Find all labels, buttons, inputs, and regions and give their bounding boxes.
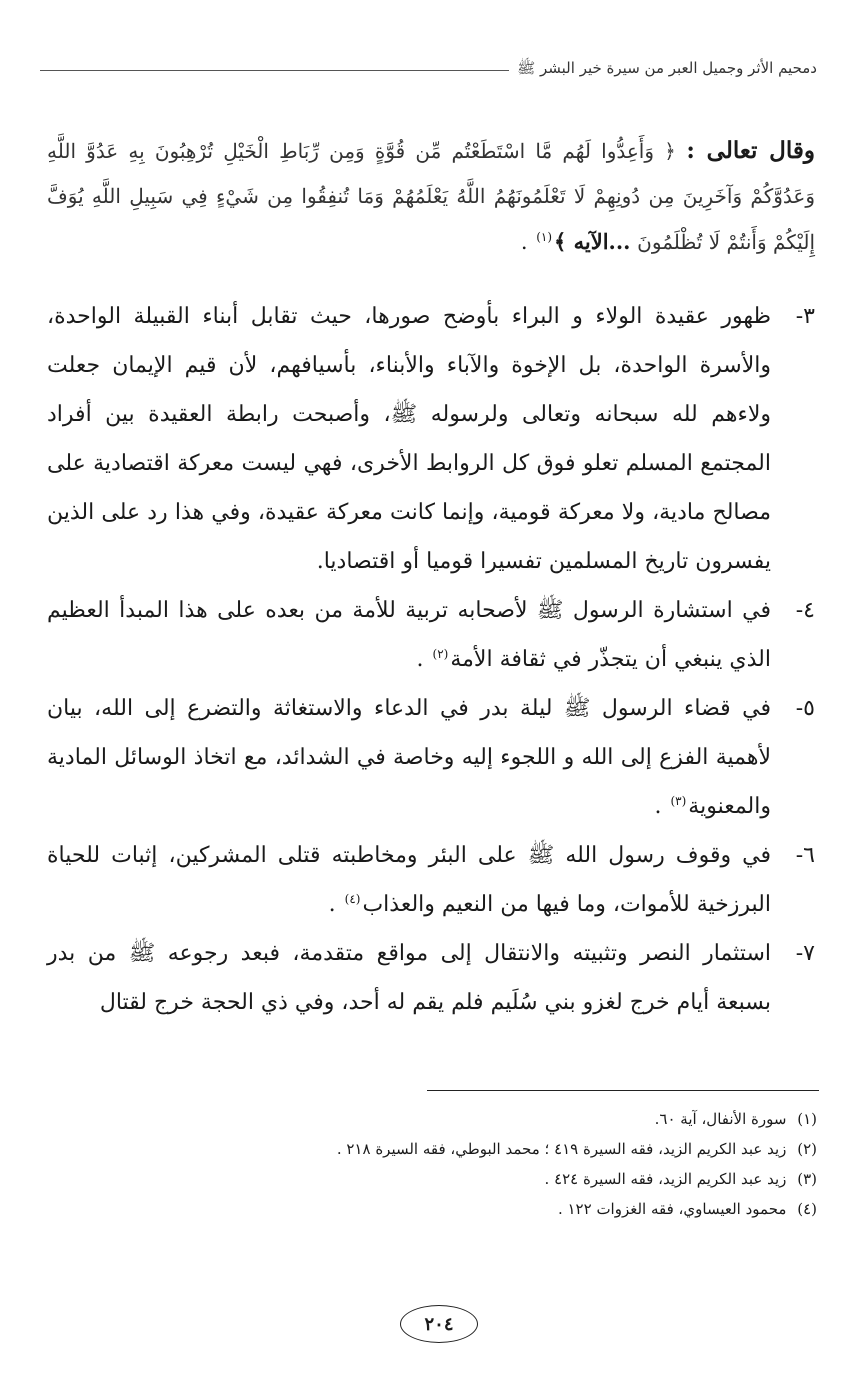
point-text: في استشارة الرسول ﷺ لأصحابه تربية للأمة من بعده على هذا المبدأ العظيم الذي ينبغي أن يتجذّر في ثقافة الأمة [47,598,771,672]
footnote [57,1194,817,1224]
point-text: في وقوف رسول الله ﷺ على البئر ومخاطبته قتلى المشركين، إثبات للحياة البرزخية للأموات، وما فيها من النعيم والعذاب [47,843,771,917]
page-number: ٢٠٤ [400,1305,478,1343]
point-text: في قضاء الرسول ﷺ ليلة بدر في الدعاء والاستغاثة والتضرع إلى الله، بيان لأهمية الفزع إلى الله و اللجوء إليه وخاصة في الشدائد، مع اتخاذ الوسائل المادية والمعنوية [47,696,771,819]
footnote-ref: (٢) [432,646,449,661]
footnote-text: زيد عبد الكريم الزيد، فقه السيرة ٤٢٤ . [544,1170,787,1188]
point-item [47,929,815,1027]
point-number: ٤- [795,598,815,623]
point-number: ٦- [795,843,815,868]
point-text: استثمار النصر وتثبيته والانتقال إلى مواقع متقدمة، فبعد رجوعه ﷺ من بدر بسبعة أيام خرج لغزو بني سُلَيم فلم يقم له أحد، وفي ذي الحجة خرج لقتال [47,941,771,1015]
footnote-number: (١) [797,1110,817,1128]
point-number: ٧- [795,941,815,966]
footnote-text: سورة الأنفال، آية ٦٠. [654,1110,787,1128]
point-item [47,292,815,586]
point-text-wrap [47,292,771,586]
numbered-points [47,292,815,1027]
running-header-title: دمحيم الأثر وجميل العبر من سيرة خير البشر ﷺ [517,59,817,77]
point-text-wrap: في وقوف رسول الله ﷺ على البئر ومخاطبته قتلى المشركين، إثبات للحياة البرزخية للأموات، وما فيها من النعيم والعذاب$^{(٤)}$ . [47,843,771,917]
header-rule [40,70,509,71]
footnote [57,1134,817,1164]
footnote-ref: (١) [536,230,553,244]
verse-text: ﴿ وَأَعِدُّوا لَهُم مَّا اسْتَطَعْتُم مِّن قُوَّةٍ وَمِن رِّبَاطِ الْخَيْلِ تُرْهِبُونَ بِهِ عَدُوَّ اللَّهِ وَعَدُوَّكُمْ وَآخَرِينَ مِن دُونِهِمْ لَا تَعْلَمُونَهُمُ اللَّهُ يَعْلَمُهُمْ وَمَا تُنفِقُوا مِن شَيْءٍ فِي سَبِيلِ اللَّهِ يُوَفَّ إِلَيْكُمْ وَأَنتُمْ لَا تُظْلَمُونَ [47,139,815,254]
point-text-wrap: في استشارة الرسول ﷺ لأصحابه تربية للأمة من بعده على هذا المبدأ العظيم الذي ينبغي أن يتجذّر في ثقافة الأمة$^{(٢)}$ . [47,598,771,672]
point-item [47,684,815,831]
footnote-number: (٢) [797,1140,817,1158]
running-header [40,58,817,82]
verse-end: ...الآيه ﴾ [554,229,631,254]
footnote-ref: (٣) [670,793,687,808]
footnote-text: زيد عبد الكريم الزيد، فقه السيرة ٤١٩ ؛ محمد البوطي، فقه السيرة ٢١٨ . [336,1140,787,1158]
footnote [57,1164,817,1194]
point-number: ٣- [795,304,815,329]
quran-verse-block [47,128,815,265]
verse-intro: وقال تعالى : [686,137,815,164]
footnote-text: محمود العيساوي، فقه الغزوات ١٢٢ . [557,1200,787,1218]
point-text-wrap [47,929,771,1027]
point-item [47,586,815,684]
footnote [57,1104,817,1134]
footnote-ref: (٤) [344,891,361,906]
footnote-number: (٣) [797,1170,817,1188]
footnote-number: (٤) [797,1200,817,1218]
footnote-rule [427,1090,819,1091]
point-item [47,831,815,929]
point-number: ٥- [795,696,815,721]
point-text: ظهور عقيدة الولاء و البراء بأوضح صورها، حيث تقابل أبناء القبيلة الواحدة، والأسرة الواحدة، بل الإخوة والآباء والأبناء، بأسيافهم، لأن قيم الإيمان جعلت ولاءهم لله سبحانه وتعالى ولرسوله ﷺ، وأصبحت رابطة العقيدة بين أفراد المجتمع المسلم تعلو فوق كل الروابط الأخرى، فهي ليست معركة اقتصادية على مصالح مادية، ولا معركة قومية، وإنما كانت معركة عقيدة، وفي هذا رد على الذين يفسرون تاريخ المسلمين تفسيرا قوميا أو اقتصاديا. [47,304,771,574]
verse-tail: . [520,230,528,254]
footnotes [57,1104,817,1224]
point-text-wrap: في قضاء الرسول ﷺ ليلة بدر في الدعاء والاستغاثة والتضرع إلى الله، بيان لأهمية الفزع إلى الله و اللجوء إليه وخاصة في الشدائد، مع اتخاذ الوسائل المادية والمعنوية$^{(٣)}$ . [47,696,771,819]
